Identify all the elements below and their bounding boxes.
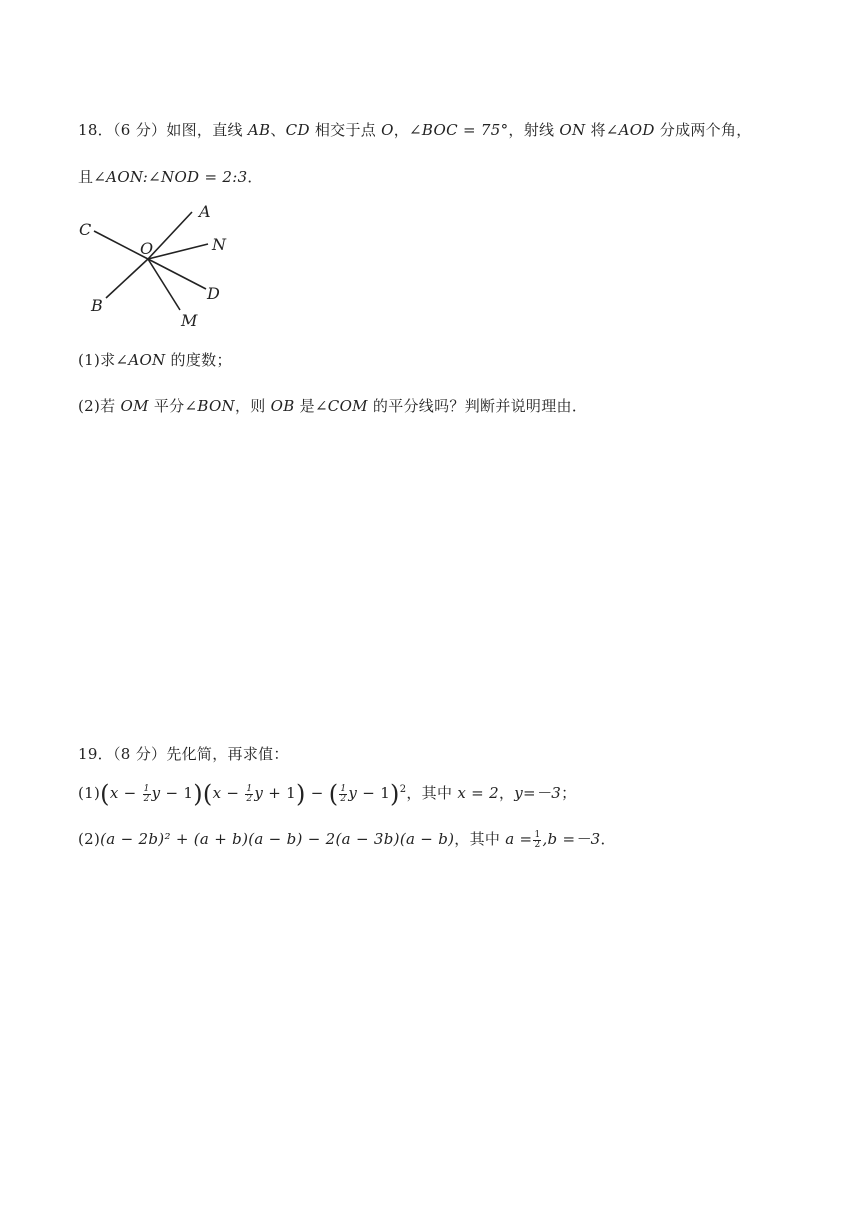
q19-p1-y: y=－3 (514, 784, 562, 802)
q18-line2 (78, 166, 263, 187)
q18-part2-d: 的平分线吗？判断并说明理由． (367, 397, 588, 415)
q18-part1-prefix: (1)求 (78, 351, 116, 369)
q18-part2-b: ，则 (234, 397, 271, 415)
q19-p2-end: ． (600, 830, 616, 848)
q18-part2-bon: ∠BON (184, 397, 235, 415)
frac-half: $\frac{1}{2}$ (340, 783, 347, 804)
q18-sep1: 、 (270, 121, 286, 139)
q18-stem-a: 如图，直线 (166, 121, 248, 139)
q19-p2-cond-text: ，其中 (454, 830, 506, 848)
label-d: D (207, 284, 220, 303)
label-n: N (212, 235, 226, 254)
q19-line1 (78, 743, 289, 764)
q18-score: （6 分） (113, 121, 167, 139)
q18-o: O (381, 121, 394, 139)
q18-line2-a: 且 (78, 168, 94, 186)
q19-p1-label: (1) (78, 784, 101, 802)
q18-stem-b: 相交于点 (309, 121, 382, 139)
line-oa (148, 212, 192, 259)
q18-part1 (78, 349, 232, 370)
q18-on: ON (559, 121, 586, 139)
q18-stem-e: 将 (585, 121, 606, 139)
q18-cd: CD (285, 121, 310, 139)
q19-p2-expr: (a − 2b)² + (a + b)(a − b) − 2(a − 3b)(a − b) (100, 830, 455, 848)
q18-part2-prefix: (2)若 (78, 397, 121, 415)
q18-angle-aod: ∠AOD (605, 121, 655, 139)
frac-half: $\frac{1}{2}$ (143, 783, 150, 804)
q19-part2 (78, 828, 616, 850)
label-o: O (140, 239, 154, 258)
q18-part2-a: 平分 (148, 397, 185, 415)
label-a: A (199, 202, 211, 221)
q19-stem: 先化简，再求值： (166, 745, 289, 763)
q18-line1 (78, 119, 752, 140)
q18-part2-om: OM (120, 397, 149, 415)
q19-score: （8 分） (113, 745, 167, 763)
q18-part1-suffix: 的度数； (165, 351, 232, 369)
q19-p1-sep: ， (498, 784, 515, 802)
q19-part1 (78, 782, 576, 806)
q19-p1-expression: (x − $\frac{1}{2}$ y − 1)(x − $\frac{1}{2}$ y + 1) − ( $\frac{1}{2}$ y − 1)$^2$ (100, 780, 407, 808)
geometry-figure (76, 200, 236, 330)
q18-part2-com: ∠COM (314, 397, 368, 415)
label-b: B (91, 296, 103, 315)
label-m: M (181, 311, 198, 330)
q19-number: 19． (78, 745, 113, 763)
q18-ratio: ∠AON:∠NOD = 2:3 (93, 168, 248, 186)
frac-half: $\frac{1}{2}$ (246, 783, 253, 804)
q19-p1-end: ； (561, 784, 577, 802)
label-c: C (79, 220, 92, 239)
q19-p2-label: (2) (78, 830, 101, 848)
q18-part2 (78, 395, 587, 416)
line-on (148, 244, 208, 259)
q18-part2-ob: OB (270, 397, 295, 415)
q18-number: 18． (78, 121, 113, 139)
line-ob (106, 259, 148, 298)
q19-p2-a: a = (505, 830, 533, 848)
q18-stem-f: 分成两个角， (654, 121, 752, 139)
q19-p1-cond-text: ，其中 (406, 784, 458, 802)
q18-part2-c: 是 (294, 397, 315, 415)
q18-ab: AB (247, 121, 271, 139)
q18-part1-angle: ∠AON (115, 351, 166, 369)
frac-half: $\frac{1}{2}$ (534, 829, 541, 850)
q19-p1-x: x = 2 (457, 784, 499, 802)
q18-line2-b: ． (247, 168, 263, 186)
q18-angle-boc: ∠BOC = 75° (409, 121, 509, 139)
q18-stem-c: ， (393, 121, 410, 139)
q19-p2-b: ,b =－3 (542, 830, 601, 848)
q18-stem-d: ，射线 (508, 121, 560, 139)
